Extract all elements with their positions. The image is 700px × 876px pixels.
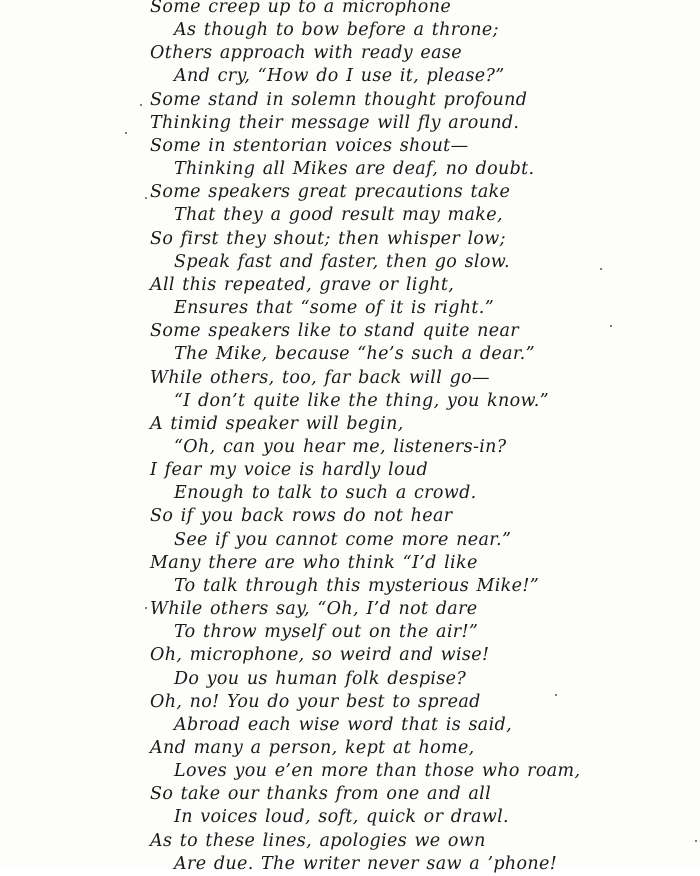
poem-line: All this repeated, grave or light, <box>150 274 455 295</box>
poem-line: The Mike, because “he’s such a dear.” <box>174 344 535 365</box>
poem-line: Some in stentorian voices shout— <box>150 135 469 156</box>
poem-line: Speak fast and faster, then go slow. <box>174 251 510 272</box>
poem-line: Oh, microphone, so weird and wise! <box>150 645 490 666</box>
poem-line: See if you cannot come more near.” <box>174 529 512 550</box>
scan-speck <box>695 840 697 842</box>
poem-line: Many there are who think “I’d like <box>150 552 478 573</box>
poem-line: Others approach with ready ease <box>150 43 462 64</box>
poem-line: Some stand in solemn thought profound <box>150 89 528 110</box>
scan-speck <box>555 694 557 696</box>
scan-speck <box>600 268 602 270</box>
poem-line: That they a good result may make, <box>174 205 503 226</box>
poem-body <box>150 0 580 876</box>
poem-line: Abroad each wise word that is said, <box>174 714 512 735</box>
scan-speck <box>145 197 147 199</box>
poem-line: “Oh, can you hear me, listeners-in? <box>174 436 507 457</box>
poem-line: As to these lines, apologies we own <box>150 830 486 851</box>
poem-line: Thinking their message will fly around. <box>150 112 520 133</box>
poem-line: Are due. The writer never saw a ’phone! <box>174 853 558 874</box>
poem-line: In voices loud, soft, quick or drawl. <box>174 807 509 828</box>
poem-line: A timid speaker will begin, <box>150 413 404 434</box>
scan-speck <box>140 104 142 106</box>
poem-line: To talk through this mysterious Mike!” <box>174 575 540 596</box>
poem-line: I fear my voice is hardly loud <box>150 460 429 481</box>
poem-line: So take our thanks from one and all <box>150 784 492 805</box>
poem-line: Some speakers great precautions take <box>150 182 511 203</box>
poem-line: Loves you e’en more than those who roam, <box>174 761 581 782</box>
poem-line: “I don’t quite like the thing, you know.” <box>174 390 549 411</box>
poem-line: While others say, “Oh, I’d not dare <box>150 599 478 620</box>
poem-line: And cry, “How do I use it, please?” <box>174 66 505 87</box>
scan-speck <box>125 132 127 134</box>
scan-speck <box>610 325 612 327</box>
poem-line: And many a person, kept at home, <box>150 738 475 758</box>
poem-line: To throw myself out on the air!” <box>174 622 479 643</box>
poem-line: Thinking all Mikes are deaf, no doubt. <box>174 159 535 180</box>
poem-line: So first they shout; then whisper low; <box>150 228 506 249</box>
poem-line: So if you back rows do not hear <box>150 506 453 527</box>
poem-line: Some speakers like to stand quite near <box>150 321 519 342</box>
scan-speck <box>145 607 147 609</box>
poem-line: Ensures that “some of it is right.” <box>174 298 495 319</box>
poem-line: Do you us human folk despise? <box>174 668 467 689</box>
poem-line: As though to bow before a throne; <box>174 20 499 41</box>
poem-line: While others, too, far back will go— <box>150 367 490 388</box>
poem-line: Oh, no! You do your best to spread <box>150 691 481 712</box>
poem-line: Some creep up to a microphone <box>150 0 452 17</box>
poem-line: Enough to talk to such a crowd. <box>174 483 477 504</box>
